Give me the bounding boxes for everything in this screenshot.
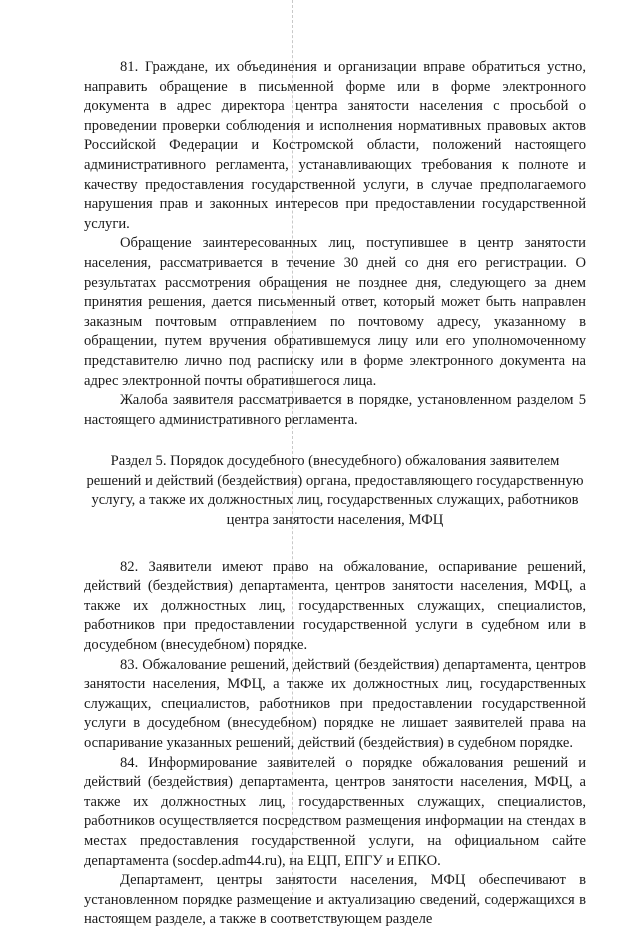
paragraph-82: 82. Заявители имеют право на обжалование, оспаривание решений, действий (бездействия) департамента, центров занятости населения, МФЦ, а также их должностных лиц, государственных служащих, специалистов, работников при предоставлении государственной услуги в судебном или в досудебном (внесудебном) порядке. [84,558,586,654]
paragraph-complaint-review: Жалоба заявителя рассматривается в порядке, установленном разделом 5 настоящего административного регламента. [84,392,586,428]
paragraph-84: 84. Информирование заявителей о порядке обжалования решений и действий (бездействия) департамента, центров занятости населения, МФЦ, а также их должностных лиц, государственных служащих, специалистов, работников осуществляется посредством размещения информации на стендах в местах предоставления государственной услуги, на официальном сайте департамента (socdep.adm44.ru), на ЕЦП, ЕПГУ и ЕПКО. [84,754,586,869]
paragraph-appeal-review: Обращение заинтересованных лиц, поступившее в центр занятости населения, рассматривается в течение 30 дней со дня его регистрации. О результатах рассмотрения обращения не позднее дня, следующего за днем принятия решения, дается письменный ответ, который может быть направлен заказным почтовым отправлением по почтовому адресу, указанному в обращении, путем вручения обратившемуся лицу или его уполномоченному представителю лично под расписку или в форме электронного документа на адрес электронной почты обратившегося лица. [84,235,586,389]
section-5-title: Раздел 5. Порядок досудебного (внесудебного) обжалования заявителем решений и действий (бездействия) органа, предоставляющего государственную услугу, а также их должностных лиц, государственных служащих, работников центра занятости населения, МФЦ [86,453,584,529]
paragraph-81: 81. Граждане, их объединения и организации вправе обратиться устно, направить обращение в письменной форме или в форме электронного документа в адрес директора центра занятости населения с просьбой о проведении проверки соблюдения и исполнения нормативных правовых актов Российской Федерации и Костромской области, положений настоящего административного регламента, устанавливающих требования к полноте и качеству предоставления государственной услуги, в случае предполагаемого нарушения прав и законных интересов при предоставлении государственной услуги. [84,59,586,232]
document-body [84,58,586,930]
paragraph-department-info: Департамент, центры занятости населения, МФЦ обеспечивают в установленном порядке размещение и актуализацию сведений, содержащихся в настоящем разделе, а также в соответствующем разделе [84,872,586,928]
paragraph-83: 83. Обжалование решений, действий (бездействия) департамента, центров занятости населения, МФЦ, а также их должностных лиц, государственных служащих, специалистов, работников при предоставлении государственной услуги в досудебном (внесудебном) порядке не лишает заявителей права на оспаривание указанных решений, действий (бездействия) в судебном порядке. [84,656,586,751]
